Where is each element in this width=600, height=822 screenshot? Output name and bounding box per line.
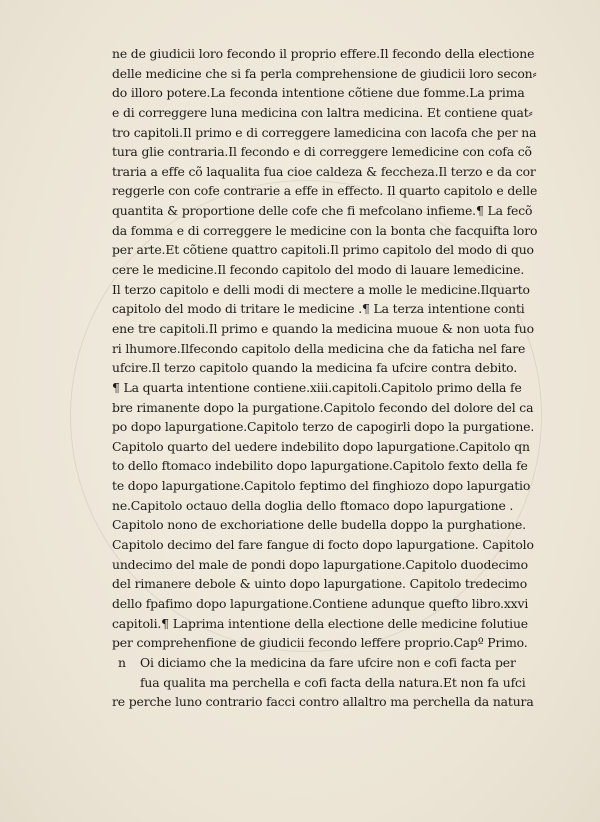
chapter-line-text: Oi diciamo che la medicina da fare ufcire non e cofi facta per xyxy=(140,654,516,670)
text-line: capitoli.¶ Laprima intentione della electione delle medicine folutiue xyxy=(112,615,528,631)
chapter-initial-letter: n xyxy=(118,654,126,670)
text-line: ene tre capitoli.Il primo e quando la medicina muoue & non uota fuo xyxy=(112,320,534,336)
text-line: da fomma e di correggere le medicine con la bonta che facquifta loro xyxy=(112,222,538,238)
text-line: per arte.Et cõtiene quattro capitoli.Il primo capitolo del modo di quo xyxy=(112,242,534,258)
text-line: po dopo lapurgatione.Capitolo terzo de capogirli dopo la purgatione. xyxy=(112,419,535,435)
text-line: re perche luno contrario facci contro allaltro ma perchella da natura xyxy=(112,694,534,710)
text-line: ne.Capitolo octauo della doglia dello ftomaco dopo lapurgatione . xyxy=(112,497,514,513)
text-line: dello fpafimo dopo lapurgatione.Contiene adunque quefto libro.xxvi xyxy=(112,595,529,611)
text-line: delle medicine che si fa perla comprehensione de giudicii loro secon⸗ xyxy=(112,65,537,81)
text-line: per comprehenfione de giudicii fecondo leffere proprio.Capº Primo. xyxy=(112,635,528,651)
chapter-line-text: fua qualita ma perchella e cofi facta della natura.Et non fa ufci xyxy=(140,674,526,690)
text-line: reggerle con cofe contrarie a effe in effecto. Il quarto capitolo e delle xyxy=(112,183,538,199)
text-line: del rimanere debole & uinto dopo lapurgatione. Capitolo tredecimo xyxy=(112,576,528,592)
text-line: Capitolo quarto del uedere indebilito dopo lapurgatione.Capitolo qn xyxy=(112,438,530,454)
text-line: traria a effe cõ laqualita fua cioe caldeza & feccheza.Il terzo e da cor xyxy=(112,163,536,179)
chapter-line xyxy=(112,653,546,673)
text-line: bre rimanente dopo la purgatione.Capitolo fecondo del dolore del ca xyxy=(112,399,534,415)
text-line: quantita & proportione delle cofe che fi mefcolano infieme.¶ La fecõ xyxy=(112,203,533,219)
text-line: capitolo del modo di tritare le medicine .¶ La terza intentione conti xyxy=(112,301,525,317)
text-line: Il terzo capitolo e delli modi di mectere a molle le medicine.Ilquarto xyxy=(112,281,530,297)
text-line: undecimo del male de pondi dopo lapurgatione.Capitolo duodecimo xyxy=(112,556,528,572)
text-line: tro capitoli.Il primo e di correggere lamedicina con lacofa che per na xyxy=(112,124,537,140)
text-line: ufcire.Il terzo capitolo quando la medicina fa ufcire contra debito. xyxy=(112,360,518,376)
text-line: e di correggere luna medicina con laltra medicina. Et contiene quat⸗ xyxy=(112,104,533,120)
chapter-line xyxy=(112,673,546,693)
text-line: tura glie contraria.Il fecondo e di correggere lemedicine con cofa cõ xyxy=(112,144,532,160)
text-line: Capitolo decimo del fare fangue di focto dopo lapurgatione. Capitolo xyxy=(112,537,534,553)
text-line: ne de giudicii loro fecondo il proprio effere.Il fecondo della electione xyxy=(112,46,535,61)
text-line: do illoro potere.La feconda intentione cõtiene due fomme.La prima xyxy=(112,85,525,101)
text-line: te dopo lapurgatione.Capitolo feptimo del finghiozo dopo lapurgatio xyxy=(112,478,531,494)
text-line: to dello ftomaco indebilito dopo lapurgatione.Capitolo fexto della fe xyxy=(112,458,528,474)
body-text xyxy=(112,44,546,712)
text-line: ¶ La quarta intentione contiene.xiii.capitoli.Capitolo primo della fe xyxy=(112,379,522,395)
text-line: cere le medicine.Il fecondo capitolo del modo di lauare lemedicine. xyxy=(112,262,525,278)
text-line: ri lhumore.Ilfecondo capitolo della medicina che da faticha nel fare xyxy=(112,340,526,356)
text-line: Capitolo nono de exchoriatione delle budella doppo la purghatione. xyxy=(112,517,526,533)
